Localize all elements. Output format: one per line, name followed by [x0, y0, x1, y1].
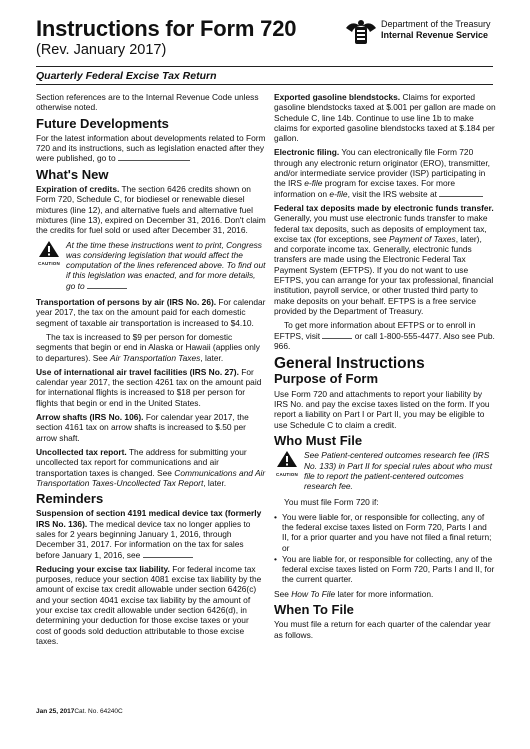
expiration-paragraph: Expiration of credits. The section 6426 credits shown on Form 720, Schedule C, for biodiesel or renewable diesel mixtures (line 12), and alternative fuels and alternative fuel mixtures (line 13), expired on December 31, 2016. Don't claim the credits for fuel sold or used after December 31, 2016. — [36, 184, 266, 236]
whats-new-heading: What's New — [36, 166, 109, 182]
purpose-text: Use Form 720 and attachments to report your liability by IRS No. and pay the excise taxes listed on the form. If you report a liability on Part I or Part II, you may be eligible to use Schedule C to claim a credit. — [274, 388, 490, 430]
eftps-paragraph: To get more information about EFTPS or to enroll in EFTPS, visit or call 1-800-555-4477. Also see Pub. 966. — [274, 320, 495, 351]
redacted-link[interactable] — [143, 550, 193, 558]
who-caution-text: See Patient-centered outcomes research fee (IRS No. 133) in Part II for special rules about who must file to report the patient-centered outcomes research fee. — [304, 450, 493, 492]
suspension-paragraph: Suspension of section 4191 medical device tax (formerly IRS No. 136). The medical device tax no longer applies to sales for 2 years beginning January 1, 2016, through December 31, 2017. For information on the tax for sales before January 1, 2016, see — [36, 508, 262, 560]
deposits-paragraph: Federal tax deposits made by electronic funds transfer. Generally, you must use electronic funds transfer to make federal tax deposits, such as deposits of employment tax, excise tax (for exceptions, see Payment of Taxes, later), and corporate income tax. Generally, electronic funds transfers are made using the Electronic Federal Tax Payment System (EFTPS). If you do not want to use EFTPS, you can arrange for your tax professional, financial institution, payroll service, or other trusted third party to make deposits on your behalf. EFTPS is a free service provided by the Department of Treasury. — [274, 202, 494, 316]
page-title: Instructions for Form 720 — [36, 16, 297, 41]
redacted-link[interactable] — [118, 153, 190, 161]
caution-icon — [274, 450, 300, 491]
who-see-text: See How To File later for more information. — [274, 588, 434, 599]
transport-paragraph-2: The tax is increased to $9 per person for domestic segments that begin or end in Alaska or Hawaii (applies only to departures). See Air Transportation Taxes, later. — [36, 331, 260, 363]
footer-date: Jan 25, 2017 — [36, 708, 75, 715]
reminders-heading: Reminders — [36, 491, 104, 507]
efiling-paragraph: Electronic filing. You can electronically file Form 720 through any electronic return originator (ERO), transmitter, and/or intermediate service provider (ISP) participating in the IRS e-file program for excise taxes. For more information on e-file, visit the IRS website at — [274, 147, 490, 199]
uncollected-paragraph: Uncollected tax report. The address for submitting your uncollected tax report for communications and air transportation taxes is changed. See Communications and Air Transportation Taxes-Uncollected Tax Report, later. — [36, 446, 266, 488]
who-caution-note — [274, 450, 496, 491]
agency-name: Internal Revenue Service — [381, 30, 489, 40]
list-item: • You are liable for, or responsible for collecting, any of the federal excise taxes listed on Form 720, Parts I and II, for the current quarter. — [274, 554, 496, 585]
transport-paragraph: Transportation of persons by air (IRS No. 26). For calendar year 2017, the tax on the amount paid for each domestic segment of taxable air transportation is increased to $4.10. — [36, 297, 266, 328]
caution-label: CAUTION — [38, 260, 60, 266]
when-to-file-heading: When To File — [274, 602, 354, 618]
redacted-link[interactable] — [322, 331, 352, 339]
header-divider — [36, 66, 493, 67]
redacted-link[interactable] — [87, 281, 127, 289]
list-item: • You were liable for, or responsible for collecting, any of the federal excise taxes listed on Form 720, Parts I and II, for a prior quarter and you have not filed a final return; or — [274, 512, 496, 553]
intro-text: Section references are to the Internal Revenue Code unless otherwise noted. — [36, 92, 259, 113]
when-to-file-text: You must file a return for each quarter of the calendar year as follows. — [274, 619, 491, 640]
general-instructions-heading: General Instructions — [274, 355, 425, 373]
footer-catalog: Cat. No. 64240C — [74, 708, 123, 715]
caution-text: At the time these instructions went to print, Congress was considering legislation that would affect the computation of the lines referenced above. To find out if this legislation was enacted, and for more details, go to — [66, 239, 266, 291]
department-name: Department of the Treasury — [381, 19, 491, 29]
department-block — [381, 19, 491, 41]
left-column — [36, 92, 266, 650]
exported-paragraph: Exported gasoline blendstocks. Claims for exported gasoline blendstocks taxed at $.001 per gallon are made on Schedule C, line 14b. Continue to use line 1b to make claims for exported gasoline blendstocks taxed at $.184 per gallon. — [274, 92, 496, 144]
caution-icon — [36, 240, 62, 291]
page-footer — [36, 708, 123, 715]
subtitle-divider — [36, 84, 493, 85]
who-must-file-text: You must file Form 720 if: — [284, 497, 379, 508]
who-must-file-list — [274, 512, 496, 585]
who-must-file-heading: Who Must File — [274, 432, 363, 448]
purpose-heading: Purpose of Form — [274, 371, 379, 387]
right-column — [274, 92, 496, 644]
future-developments-text: For the latest information about developments related to Form 720 and its instructions, such as legislation enacted after they were published, go to — [36, 132, 266, 164]
caution-note — [36, 240, 266, 291]
caution-label: CAUTION — [276, 471, 298, 477]
revision-date: (Rev. January 2017) — [36, 42, 167, 58]
form-subtitle: Quarterly Federal Excise Tax Return — [36, 70, 217, 82]
intl-travel-paragraph: Use of international air travel facilities (IRS No. 27). For calendar year 2017, the section 4261 tax on the amount paid for international flights is increased to $18 per person for flights that begin or end in the United States. — [36, 366, 262, 408]
future-developments-heading: Future Developments — [36, 115, 169, 131]
redacted-link[interactable] — [439, 189, 483, 197]
irs-eagle-logo-icon — [344, 18, 378, 48]
arrow-shafts-paragraph: Arrow shafts (IRS No. 106). For calendar year 2017, the section 4161 tax on arrow shafts is increased to $.50 per arrow shaft. — [36, 412, 249, 443]
reducing-paragraph: Reducing your excise tax liability. For federal income tax purposes, reduce your section 4081 excise tax liability by the amount of excise tax credit allowable under section 6426(c) and your section 4041 excise tax liability by the amount of your excise tax credit allowable under section 6426(d), in determining your deduction for those excise taxes or your cost of goods sold deduction attributable to those excise taxes. — [36, 563, 262, 646]
